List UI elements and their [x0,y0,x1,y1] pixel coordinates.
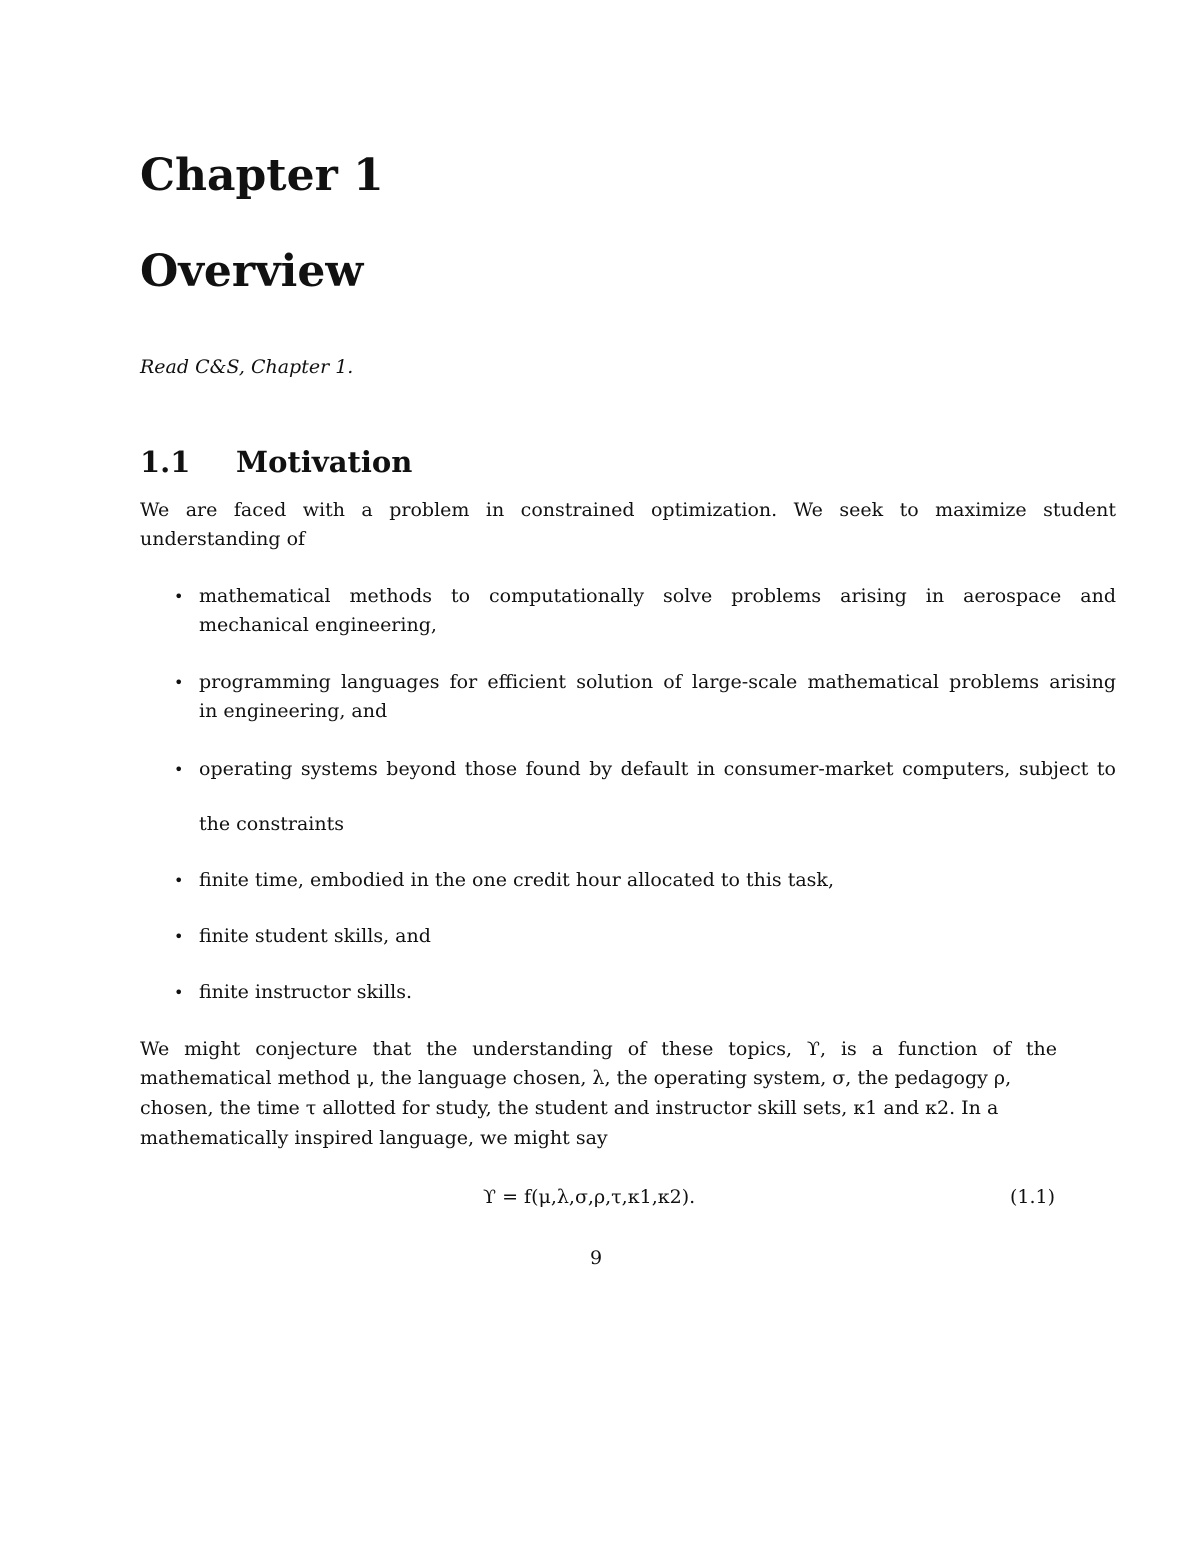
chapter-title: Overview [140,246,364,297]
conjecture-line-4: mathematically inspired language, we might say [140,1127,608,1149]
section-heading [140,443,412,481]
bullet-3-line-1: operating systems beyond those found by default in consumer-market computers, subject to [199,758,1116,780]
bullet-5-line-1: finite student skills, and [199,925,431,947]
bullet-1-line-1: mathematical methods to computationally solve problems arising in aerospace and [199,585,1116,607]
bullet-6-line-1: finite instructor skills. [199,981,413,1003]
page-number: 9 [590,1247,603,1269]
intro-line-2: understanding of [140,528,306,550]
bullet-2-line-1: programming languages for efficient solution of large-scale mathematical problems arising [199,671,1116,693]
bullet-dot-icon: • [174,871,184,890]
bullet-3-line-2: the constraints [199,813,344,835]
bullet-1-line-2: mechanical engineering, [199,614,437,636]
bullet-dot-icon: • [174,587,184,606]
section-number: 1.1 [140,445,191,479]
bullet-4-line-1: finite time, embodied in the one credit hour allocated to this task, [199,869,834,891]
equation: ϒ = f(μ,λ,σ,ρ,τ,κ1,κ2). [483,1186,696,1208]
reading-assignment: Read C&S, Chapter 1. [140,356,354,378]
conjecture-line-2: mathematical method μ, the language chosen, λ, the operating system, σ, the pedagogy ρ, [140,1067,1012,1089]
section-title: Motivation [236,445,413,479]
equation-number: (1.1) [1010,1186,1056,1208]
intro-line-1: We are faced with a problem in constrained optimization. We seek to maximize student [140,499,1116,521]
conjecture-line-3: chosen, the time τ allotted for study, the student and instructor skill sets, κ1 and κ2. In a [140,1097,999,1119]
bullet-dot-icon: • [174,673,184,692]
bullet-dot-icon: • [174,983,184,1002]
bullet-dot-icon: • [174,927,184,946]
bullet-2-line-2: in engineering, and [199,700,388,722]
chapter-label: Chapter 1 [140,150,384,201]
conjecture-line-1: We might conjecture that the understanding of these topics, ϒ, is a function of the [140,1038,1057,1060]
bullet-dot-icon: • [174,760,184,779]
